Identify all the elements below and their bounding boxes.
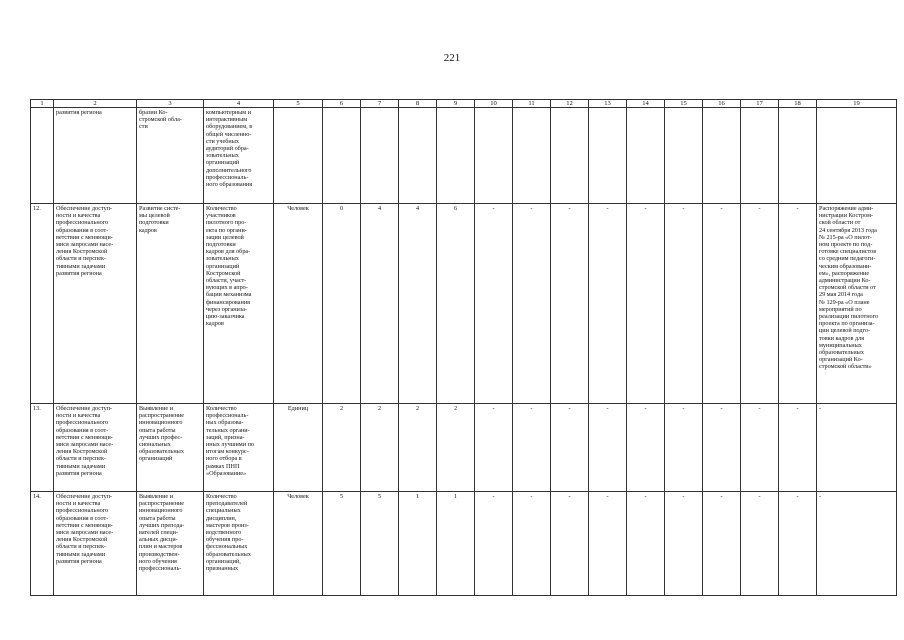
column-header-2: 2 (54, 100, 137, 108)
table-cell-col-18: - (779, 404, 817, 492)
table-cell-col-2: Обеспечение доступ- ности и качества профессионального образования в соот- ветствии с меняющи- мися запросами насе- ления Костромской области и перспек- тивными задачами развития региона (54, 492, 137, 596)
column-header-9: 9 (437, 100, 475, 108)
table-row (31, 404, 897, 492)
table-cell-col-8: 1 (399, 492, 437, 596)
column-header-15: 15 (665, 100, 703, 108)
table-cell-col-5: Человек (274, 204, 323, 404)
table-cell-col-11: - (513, 492, 551, 596)
table-row (31, 492, 897, 596)
table-cell-col-2: развития региона (54, 108, 137, 204)
table-cell-col-13 (589, 108, 627, 204)
column-header-7: 7 (361, 100, 399, 108)
table-cell-col-10: - (475, 404, 513, 492)
table-cell-col-2: Обеспечение доступ- ности и качества профессионального образования в соот- ветствии с меняющи- мися запросами насе- ления Костромской области и перспек- тивными задачами развития региона (54, 204, 137, 404)
table-cell-col-12: - (551, 204, 589, 404)
table-cell-col-18: - (779, 492, 817, 596)
table-cell-col-3: Развитие систе- мы целевой подготовки кадров (137, 204, 204, 404)
table-cell-col-12: - (551, 404, 589, 492)
table-cell-col-5: Человек (274, 492, 323, 596)
table-cell-col-7 (361, 108, 399, 204)
page-number: 221 (443, 52, 461, 64)
table-cell-col-4: Количество профессиональ- ных образова- тельных органи- заций, призна- нных лучшими по итогам конкурс- ного отбора в рамках ПНП «Образование» (204, 404, 274, 492)
table-cell-col-5 (274, 108, 323, 204)
table-cell-col-17: - (741, 492, 779, 596)
table-cell-col-4: Количество преподавателей специальных дисциплин, мастеров произ- водственного обучения про- фессиональных образовательных организаций, признанных (204, 492, 274, 596)
table-cell-col-8: 2 (399, 404, 437, 492)
table-cell-col-12 (551, 108, 589, 204)
column-header-4: 4 (204, 100, 274, 108)
column-header-10: 10 (475, 100, 513, 108)
table-cell-col-14 (627, 108, 665, 204)
table-cell-col-17: - (741, 204, 779, 404)
table-cell-col-13: - (589, 404, 627, 492)
table-cell-col-11 (513, 108, 551, 204)
table-row (31, 108, 897, 204)
table-cell-col-17: - (741, 404, 779, 492)
table-cell-col-14: - (627, 404, 665, 492)
table-cell-col-9: 6 (437, 204, 475, 404)
table-cell-col-15: - (665, 204, 703, 404)
table-cell-col-1: 13. (31, 404, 54, 492)
table-cell-col-6: 0 (323, 204, 361, 404)
table-cell-col-13: - (589, 204, 627, 404)
table-cell-col-3: Выявление и распространение инновационного опыта работы лучших профес- сиональных образовательных организаций (137, 404, 204, 492)
table-cell-col-15 (665, 108, 703, 204)
table-cell-col-11: - (513, 404, 551, 492)
table-row (31, 204, 897, 404)
table-cell-col-13: - (589, 492, 627, 596)
table-cell-col-1 (31, 108, 54, 204)
table-cell-col-7: 2 (361, 404, 399, 492)
table-cell-col-9: 1 (437, 492, 475, 596)
table-cell-col-7: 4 (361, 204, 399, 404)
table-cell-col-19: - (817, 492, 897, 596)
column-header-14: 14 (627, 100, 665, 108)
table-cell-col-6: 5 (323, 492, 361, 596)
data-table (30, 99, 897, 596)
column-header-18: 18 (779, 100, 817, 108)
table-cell-col-12: - (551, 492, 589, 596)
table-cell-col-14: - (627, 204, 665, 404)
table-cell-col-6 (323, 108, 361, 204)
column-header-19: 19 (817, 100, 897, 108)
table-cell-col-7: 5 (361, 492, 399, 596)
column-header-17: 17 (741, 100, 779, 108)
table-cell-col-4: Количество участников пилотного про- екта по органи- зации целевой подготовки кадров для обра- зовательных организаций Костромской области, участ- вующих в апро- бации механизма финансирования через организа- цию-заказчика кадров (204, 204, 274, 404)
table-cell-col-10: - (475, 492, 513, 596)
table-cell-col-8: 4 (399, 204, 437, 404)
table-cell-col-2: Обеспечение доступ- ности и качества профессионального образования в соот- ветствии с меняющи- мися запросами насе- ления Костромской области и перспек- тивными задачами развития региона (54, 404, 137, 492)
table-body (31, 108, 897, 596)
table-cell-col-19 (817, 108, 897, 204)
column-header-13: 13 (589, 100, 627, 108)
table-cell-col-16 (703, 108, 741, 204)
table-cell-col-9 (437, 108, 475, 204)
table-cell-col-14: - (627, 492, 665, 596)
table-cell-col-10: - (475, 204, 513, 404)
table-cell-col-4: компьютерным и интерактивным оборудованием, в общей численно- сти учебных аудиторий обра- зовательных организаций дополнительного профессиональ- ного образования (204, 108, 274, 204)
table-cell-col-9: 2 (437, 404, 475, 492)
table-cell-col-19: - (817, 404, 897, 492)
table-cell-col-1: 14. (31, 492, 54, 596)
table-cell-col-16: - (703, 204, 741, 404)
table-cell-col-3: Выявление и распространение инновационного опыта работы лучших препода- вателей специ- альных дисци- плин и мастеров производствен- ного обучения профессиональ- (137, 492, 204, 596)
table-cell-col-16: - (703, 492, 741, 596)
column-header-6: 6 (323, 100, 361, 108)
table-cell-col-10 (475, 108, 513, 204)
column-header-12: 12 (551, 100, 589, 108)
column-header-5: 5 (274, 100, 323, 108)
table-cell-col-16: - (703, 404, 741, 492)
table-cell-col-6: 2 (323, 404, 361, 492)
table-cell-col-1: 12. (31, 204, 54, 404)
table-cell-col-3: бразии Ко- стромской обла- сти (137, 108, 204, 204)
column-header-16: 16 (703, 100, 741, 108)
table-cell-col-11: - (513, 204, 551, 404)
table-cell-col-5: Единиц (274, 404, 323, 492)
table-cell-col-18: - (779, 204, 817, 404)
table-cell-col-15: - (665, 404, 703, 492)
table-cell-col-19: Распоряжение адми- нистрации Костром- ской области от 24 сентября 2013 года № 215-ра «О пилот- ном проекте по под- готовке специалистов со средним педагоги- ческим образовани- ем», распоряжение администрации Ко- стромской области от 29 мая 2014 года № 129-ра «О плане мероприятий по реализации пилотного проекта по организа- ции целевой подго- товки кадров для муниципальных образовательных организаций Ко- стромской области» (817, 204, 897, 404)
column-header-1: 1 (31, 100, 54, 108)
column-header-3: 3 (137, 100, 204, 108)
column-header-11: 11 (513, 100, 551, 108)
table-cell-col-17 (741, 108, 779, 204)
column-header-8: 8 (399, 100, 437, 108)
header-row (31, 100, 897, 108)
table-cell-col-18 (779, 108, 817, 204)
table-cell-col-15: - (665, 492, 703, 596)
table-cell-col-8 (399, 108, 437, 204)
